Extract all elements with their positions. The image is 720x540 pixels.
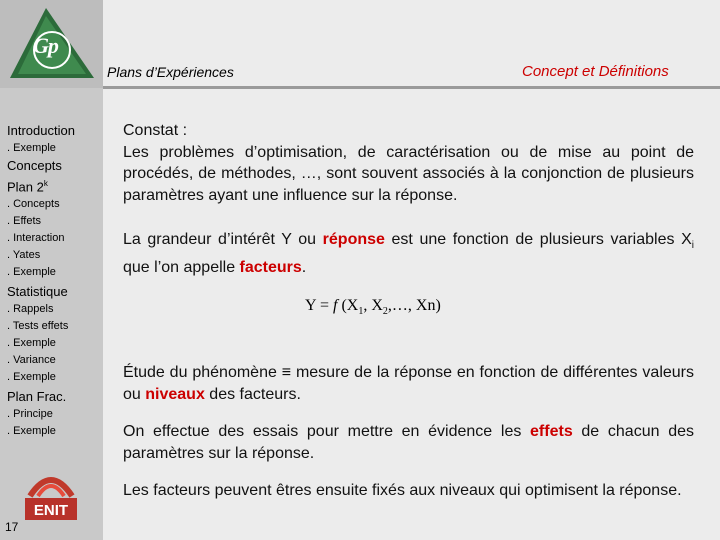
- p2-part-a: La grandeur d’intérêt Y ou: [123, 231, 323, 248]
- keyword-facteurs: facteurs: [239, 258, 302, 276]
- response-paragraph: [123, 229, 694, 278]
- nav-stat-variance[interactable]: . Variance: [7, 354, 56, 367]
- enit-logo-text: ENIT: [33, 502, 69, 519]
- effects-paragraph: [123, 421, 694, 464]
- p2-part-b: est une fonction de plusieurs variables X: [384, 231, 692, 248]
- nav-plan-frac[interactable]: Plan Frac.: [7, 389, 67, 405]
- header-divider: [103, 86, 720, 89]
- optimize-paragraph: Les facteurs peuvent êtres ensuite fixés aux niveaux qui optimisent la réponse.: [123, 482, 682, 499]
- keyword-reponse: réponse: [322, 231, 385, 248]
- nav-plan-2k-exp: k: [43, 179, 48, 188]
- nav-statistique[interactable]: Statistique: [7, 284, 68, 300]
- formula-c: , X: [363, 297, 383, 314]
- formula-sub-2: 2: [382, 306, 388, 318]
- p4-part-b: de chacun des paramètres sur la réponse.: [123, 423, 694, 462]
- p2-subscript: i: [691, 240, 694, 252]
- nav-plan-concepts[interactable]: . Concepts: [7, 198, 60, 211]
- p3-part-b: des facteurs.: [204, 385, 301, 403]
- p3-part-a: Étude du phénomène ≡ mesure de la réponse en fonction de différentes valeurs ou: [123, 364, 694, 403]
- nav-concepts[interactable]: Concepts: [7, 158, 62, 173]
- study-block: [123, 346, 694, 518]
- constat-label: Constat :: [123, 122, 188, 139]
- p2-part-d: .: [301, 258, 307, 276]
- logo-text: Gp: [33, 33, 58, 58]
- sidebar: [0, 0, 103, 540]
- formula-a: Y =: [305, 297, 333, 314]
- nav-plan-effets[interactable]: . Effets: [7, 215, 42, 228]
- formula-b: (X: [337, 297, 359, 314]
- keyword-niveaux: niveaux: [145, 385, 205, 403]
- formula: [305, 297, 441, 317]
- nav-plan-interaction[interactable]: . Interaction: [7, 232, 65, 245]
- nav-stat-rappels[interactable]: . Rappels: [7, 303, 54, 316]
- p2-part-c: que l’on appelle: [123, 258, 240, 276]
- nav-stat-tests-effets[interactable]: . Tests effets: [7, 320, 69, 333]
- p4-part-a: On effectue des essais pour mettre en évidence les: [123, 423, 531, 440]
- constat-text: Les problèmes d’optimisation, de caractérisation ou de mise au point de procédés, de méthodes, …, sont souvent associés à la conjonction de plusieurs paramètres ayant une influence sur la réponse.: [123, 143, 694, 204]
- constat-block: [123, 120, 694, 206]
- page-number: 17: [5, 520, 19, 534]
- formula-f: f: [332, 297, 338, 314]
- nav-frac-principe[interactable]: . Principe: [7, 408, 53, 421]
- nav-introduction[interactable]: Introduction: [7, 123, 75, 138]
- nav-plan-2k[interactable]: [7, 175, 103, 196]
- nav-stat-exemple[interactable]: . Exemple: [7, 337, 56, 350]
- keyword-effets: effets: [530, 423, 573, 440]
- enit-logo: [22, 460, 80, 522]
- study-paragraph: [123, 362, 694, 405]
- formula-d: ,…, Xn): [387, 297, 441, 314]
- nav-stat-exemple-2[interactable]: . Exemple: [7, 371, 56, 384]
- section-title: Concept et Définitions: [522, 63, 669, 80]
- formula-sub-1: 1: [358, 306, 364, 318]
- enit-logo-icon: [22, 460, 80, 522]
- course-title: Plans d’Expériences: [107, 64, 234, 80]
- nav-intro-example[interactable]: . Exemple: [7, 142, 56, 154]
- nav-plan-yates[interactable]: . Yates: [7, 249, 41, 262]
- gp-logo: [0, 0, 103, 88]
- nav-plan-exemple[interactable]: . Exemple: [7, 266, 56, 279]
- sidebar-nav: [7, 120, 103, 440]
- nav-plan-2k-label: Plan 2: [7, 179, 44, 195]
- nav-frac-exemple[interactable]: . Exemple: [7, 425, 56, 438]
